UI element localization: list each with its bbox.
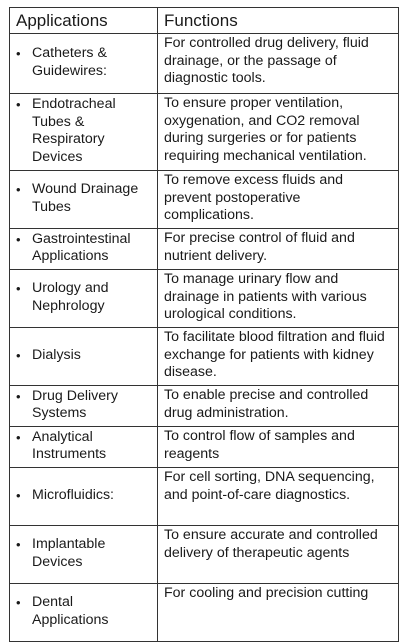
bullet-icon: • [16, 537, 21, 552]
table-row [10, 229, 399, 270]
table-row [10, 328, 399, 386]
bullet-icon: • [16, 231, 21, 247]
table-row [10, 468, 399, 526]
table-row [10, 34, 399, 94]
application-cell [10, 526, 158, 584]
header-functions: Functions [158, 8, 399, 34]
application-cell [10, 270, 158, 328]
application-name: Wound Drainage Tubes [32, 181, 139, 215]
table-row [10, 427, 399, 468]
bullet-icon: • [16, 347, 21, 363]
application-cell [10, 468, 158, 526]
table-row [10, 270, 399, 328]
function-cell: For cell sorting, DNA sequencing, and point-of-care diagnostics. [158, 468, 399, 526]
application-cell [10, 328, 158, 386]
bullet-icon: • [16, 595, 21, 610]
bullet-icon: • [16, 97, 21, 112]
bullet-icon: • [16, 429, 21, 445]
table-row [10, 171, 399, 229]
table-row [10, 584, 399, 642]
applications-functions-table [9, 7, 399, 642]
bullet-icon: • [16, 182, 21, 197]
table-row [10, 386, 399, 427]
bullet-icon: • [16, 388, 21, 404]
application-name: Drug Delivery Systems [32, 387, 118, 421]
bullet-icon: • [16, 281, 21, 296]
application-cell [10, 386, 158, 427]
application-cell [10, 229, 158, 270]
application-name: Gastrointestinal Applications [32, 230, 131, 264]
table-row [10, 94, 399, 171]
function-cell: For controlled drug delivery, fluid drainage, or the passage of diagnostic tools. [158, 34, 399, 94]
application-cell [10, 34, 158, 94]
header-applications: Applications [10, 8, 158, 34]
function-cell: To ensure accurate and controlled delivery of therapeutic agents [158, 526, 399, 584]
application-name: Analytical Instruments [32, 428, 107, 462]
function-cell: To manage urinary flow and drainage in patients with various urological conditions. [158, 270, 399, 328]
function-cell: To remove excess fluids and prevent postoperative complications. [158, 171, 399, 229]
application-cell [10, 427, 158, 468]
application-name: Endotracheal Tubes & Respiratory Devices [32, 96, 116, 165]
application-cell [10, 94, 158, 171]
function-cell: To control flow of samples and reagents [158, 427, 399, 468]
application-name: Urology and Nephrology [32, 280, 109, 314]
application-name: Implantable Devices [32, 536, 106, 570]
application-name: Dental Applications [32, 594, 109, 628]
application-cell [10, 584, 158, 642]
function-cell: To ensure proper ventilation, oxygenation, and CO2 removal during surgeries or for patients requiring mechanical ventilation. [158, 94, 399, 171]
application-name: Microfluidics: [32, 486, 114, 503]
bullet-icon: • [16, 46, 21, 61]
function-cell: To facilitate blood filtration and fluid exchange for patients with kidney disease. [158, 328, 399, 386]
application-name: Dialysis [32, 346, 81, 363]
bullet-icon: • [16, 487, 21, 503]
table-row [10, 526, 399, 584]
application-cell [10, 171, 158, 229]
table-header-row [10, 8, 399, 34]
function-cell: For cooling and precision cutting [158, 584, 399, 642]
application-name: Catheters & Guidewires: [32, 45, 107, 79]
function-cell: To enable precise and controlled drug administration. [158, 386, 399, 427]
applications-table-container [9, 7, 398, 642]
function-cell: For precise control of fluid and nutrient delivery. [158, 229, 399, 270]
